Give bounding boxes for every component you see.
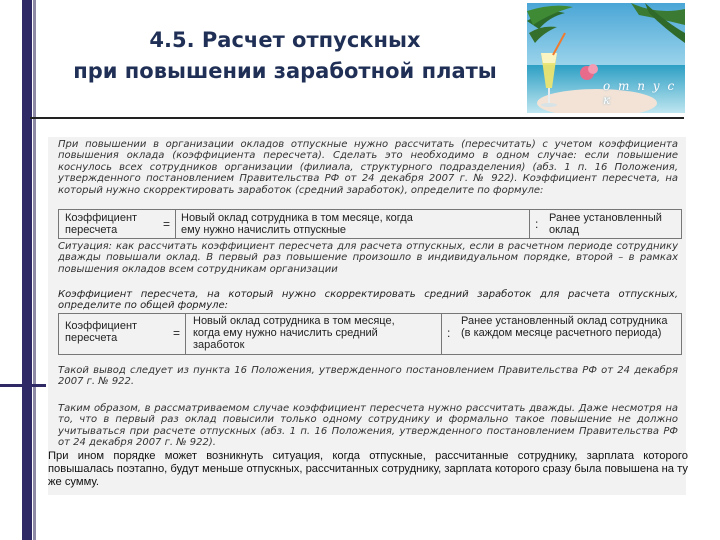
formula1-middle: Новый оклад сотрудника в том месяце, когда ему нужно начислить отпускные (181, 212, 413, 236)
doc-paragraph-situation: Ситуация: как рассчитать коэффициент пересчета для расчета отпускных, если в расчетном периоде сотруднику дважды повышали оклад. В первый раз повышение произошло в индивидуальном порядке, второй – в рамках повышения окладов всем сотрудникам организации (58, 241, 678, 275)
slide-title (40, 25, 530, 87)
slide-title-line1: 4.5. Расчет отпускных (149, 28, 421, 52)
formula1-equals: = (163, 217, 171, 231)
formula1-divide: : (535, 217, 539, 231)
formula2-equals: = (173, 326, 181, 340)
formula2-divider-a (185, 314, 186, 354)
formula1-right: Ранее установленный оклад (549, 212, 662, 236)
slide-title-line2: при повышении заработной платы (73, 59, 497, 83)
document-scan (48, 137, 686, 495)
doc-paragraph-intro: При повышении в организации окладов отпускные нужно рассчитать (пересчитать) с учетом коэффициента повышения оклада (коэффициента пересчета). Сделать это необходимо в одном случае: если повышение коснулось всех сотрудников организации (филиала, структурного подразделения) (абз. 1 п. 16 Положения, утвержденного постановлением Правительства РФ от 24 декабря 2007 г. № 922). Коэффициент пересчета, на который нужно скорректировать заработок (средний заработок), определите по формуле: (58, 139, 678, 196)
formula2-divide: : (447, 326, 451, 340)
title-underline (30, 117, 684, 119)
formula1-divider-a (175, 210, 176, 238)
beach-cocktail-photo (527, 3, 685, 113)
slide-left-tick (0, 384, 46, 387)
slide-bottom-text: При ином порядке может возникнуть ситуация, когда отпускные, рассчитанные сотруднику, зарплата которого повышалась поэтапно, будут меньше отпускных, рассчитанных сотруднику, зарплата которого сразу была повышена на ту же сумму. (48, 450, 688, 488)
doc-paragraph-formula-intro: Коэффициент пересчета, на который нужно скорректировать средний заработок для расчета отпускных, определите по общей формуле: (58, 289, 678, 312)
doc-paragraph-thus: Таким образом, в рассматриваемом случае коэффициент пересчета нужно рассчитать дважды. Даже несмотря на то, что в первый раз оклад повысили только одному сотруднику и формально такое повышение не должно учитываться при расчете отпускных (абз. 1 п. 16 Положения, утвержденного постановлением Правительства РФ от 24 декабря 2007 г. № 922). (58, 403, 678, 449)
formula1-divider-b (529, 210, 530, 238)
formula2-left: Коэффициент пересчета (65, 320, 138, 344)
formula2-middle: Новый оклад сотрудника в том месяце, когда ему нужно начислить средний заработок (193, 315, 395, 351)
formula1-left: Коэффициент пересчета (65, 212, 138, 236)
doc-paragraph-conclusion: Такой вывод следует из пункта 16 Положения, утвержденного постановлением Правительства РФ от 24 декабря 2007 г. № 922. (58, 365, 678, 388)
photo-caption: о т п у с к (603, 79, 677, 107)
slide-left-bar (22, 0, 32, 540)
formula2-right: Ранее установленный оклад сотрудника (в каждом месяце расчетного периода) (461, 315, 668, 339)
formula2-divider-b (441, 314, 442, 354)
formula-table-1 (58, 209, 682, 239)
slide-left-bar-accent (33, 0, 36, 540)
formula-table-2 (58, 313, 682, 355)
